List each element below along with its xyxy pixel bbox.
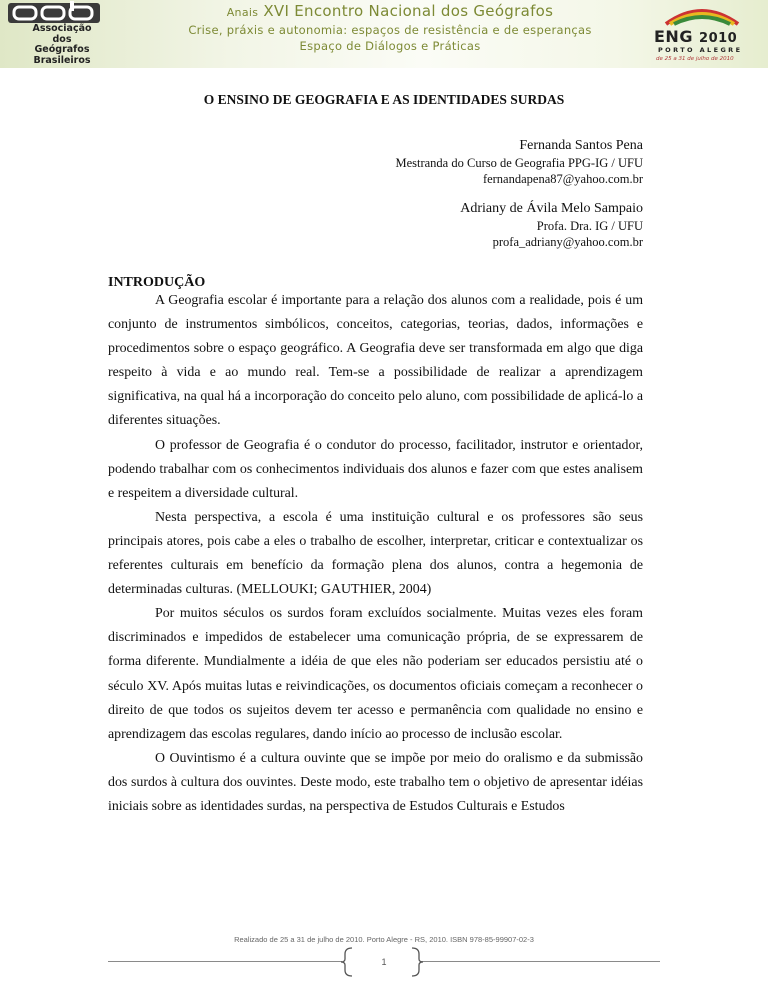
paragraph: Por muitos séculos os surdos foram excluídos socialmente. Muitas vezes eles foram discriminados e impedidos de estabelecer uma comunicação própria, de se expressarem de forma diferente. Mundialmente a idéia de que eles não poderiam ser educados persistiu até o século XV. Após muitas lutas e reivindicações, os documentos oficiais começam a reconhecer o direito de que todos os sujeitos devem ter acesso e permanência com qualidade no ensino e aprendizagem das escolas regulares, dando início ao processo de inclusão escolar. [108,606,643,742]
document-title: O ENSINO DE GEOGRAFIA E AS IDENTIDADES SURDAS [203,92,565,107]
author-affiliation: Profa. Dra. IG / UFU [536,218,643,233]
eng-year: 2010 [699,31,738,46]
header-banner [0,0,768,68]
author-block-2 [460,201,643,251]
event-subtitle-2: Espaço de Diálogos e Práticas [299,39,481,53]
paragraph: O Ouvintismo é a cultura ouvinte que se impõe por meio do oralismo e da submissão dos surdos à cultura dos ouvintes. Deste modo, este trabalho tem o objetivo de apresentar idéias iniciais sobre as identidades surdas, na perspectiva de Estudos Culturais e Estudos [108,750,643,814]
agb-logo-mark [8,1,100,23]
author-name: Fernanda Santos Pena [519,138,643,153]
section-heading: INTRODUÇÃO [108,275,206,290]
page-number: 1 [381,957,387,967]
paragraph: O professor de Geografia é o condutor do processo, facilitador, instrutor e orientador, podendo trabalhar com os conhecimentos individuais dos alunos e fazer com que estes analisem e respeitem a diversidade cultural. [108,437,643,501]
eng-logo-mark [662,2,742,28]
eng-logo [648,2,760,66]
agb-name [22,24,102,66]
eng-title [654,27,737,46]
author-affiliation: Mestranda do Curso de Geografia PPG-IG / UFU [395,155,643,170]
eng-title-text: ENG [654,27,693,46]
eng-city: PORTO ALEGRE [658,46,743,54]
event-title-line [160,2,620,22]
body-text [108,289,643,819]
agb-line-1: Associação dos [32,23,92,45]
author-email: profa_adriany@yahoo.com.br [492,235,643,249]
author-name: Adriany de Ávila Melo Sampaio [460,201,643,216]
eng-dates: de 25 a 31 de julho de 2010 [656,56,734,62]
author-block-1 [395,138,643,188]
event-prefix: Anais [226,6,259,19]
agb-line-3: Brasileiros [33,54,91,66]
event-heading [160,2,620,54]
footer-text: Realizado de 25 a 31 de julho de 2010. Porto Alegre - RS, 2010. ISBN 978-85-99907-02-3 [234,935,534,944]
author-email: fernandapena87@yahoo.com.br [482,172,643,186]
paragraph: Nesta perspectiva, a escola é uma instituição cultural e os professores são seus principais atores, pois cabe a eles o trabalho de escolher, interpretar, criticar e contextualizar os referentes culturais em benefício da formação plena dos alunos, contra a hegemonia de determinadas culturas. (MELLOUKI; GAUTHIER, 2004) [108,509,643,598]
agb-logo [0,0,110,66]
paragraph: A Geografia escolar é importante para a relação dos alunos com a realidade, pois é um conjunto de instrumentos simbólicos, conceitos, categorias, teorias, dados, informações e procedimentos sobre o espaço geográfico. A Geografia deve ser transformada em algo que diga respeito à vida e ao mundo real. Tem-se a possibilidade de realizar a aprendizagem significativa, na qual há a incorporação do conceito pelo aluno, com possibilidade de aplicá-lo a diferentes situações. [108,293,643,429]
event-title: XVI Encontro Nacional dos Geógrafos [263,2,554,20]
event-subtitle: Crise, práxis e autonomia: espaços de resistência e de esperanças [188,23,592,37]
agb-line-2: Geógrafos [34,44,90,55]
